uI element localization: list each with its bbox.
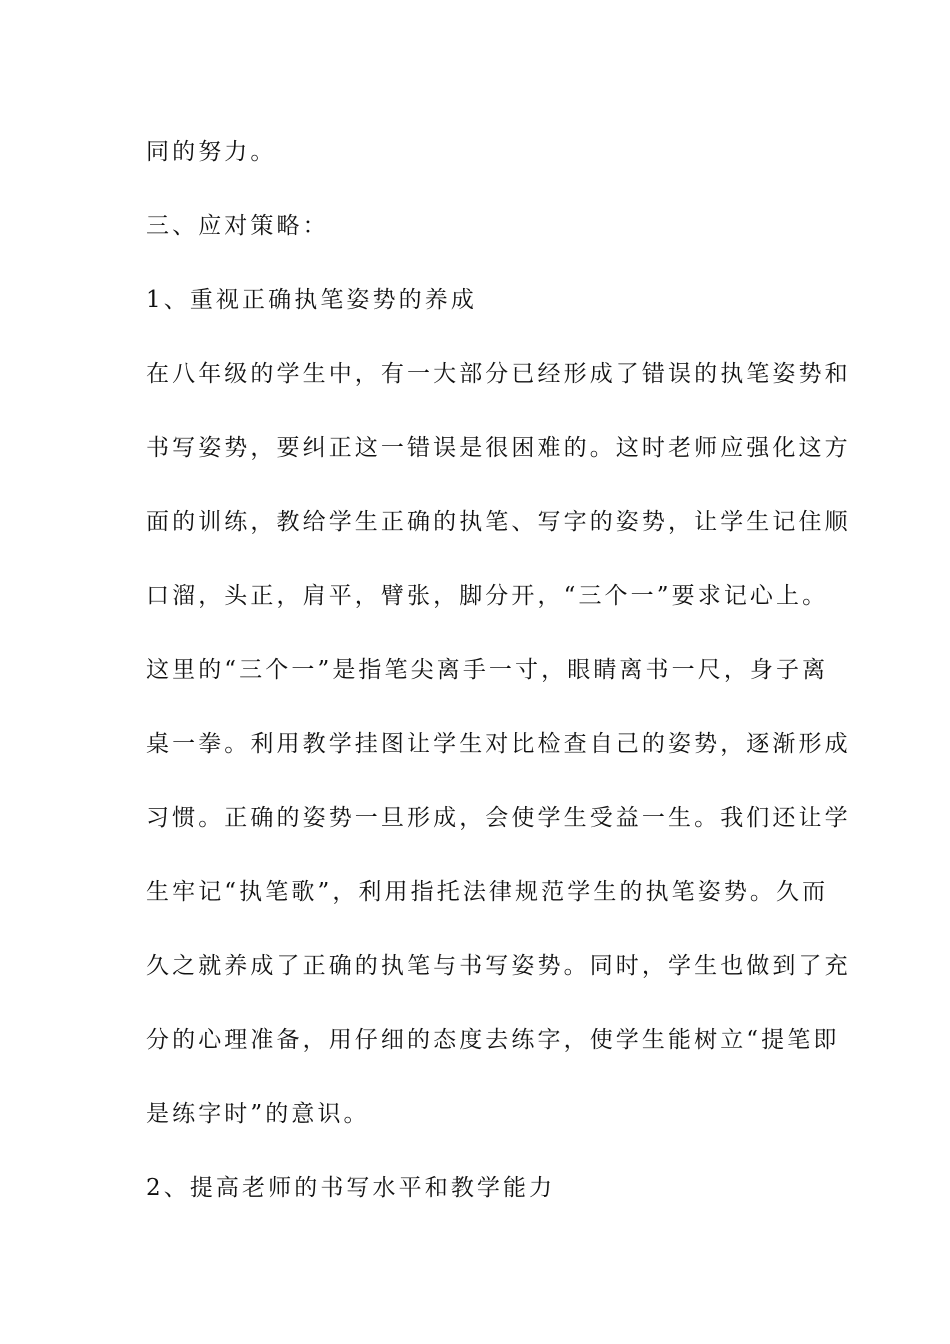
subsection-heading: 1、重视正确执笔姿势的养成	[146, 287, 477, 313]
text-line: 这里的“三个一”是指笔尖离手一寸，眼睛离书一尺，身子离	[146, 657, 829, 683]
text-line: 久之就养成了正确的执笔与书写姿势。同时，学生也做到了充	[146, 953, 851, 979]
text-line: 桌一拳。利用教学挂图让学生对比检查自己的姿势，逐渐形成	[146, 731, 851, 757]
text-line: 面的训练，教给学生正确的执笔、写字的姿势，让学生记住顺	[146, 509, 851, 535]
text-line: 是练字时”的意识。	[146, 1101, 370, 1127]
text-line: 书写姿势，要纠正这一错误是很困难的。这时老师应强化这方	[146, 435, 851, 461]
subsection-heading: 2、提高老师的书写水平和教学能力	[146, 1175, 556, 1201]
section-heading: 三、应对策略：	[146, 213, 329, 239]
text-line: 分的心理准备，用仔细的态度去练字，使学生能树立“提笔即	[146, 1027, 840, 1053]
text-line: 习惯。正确的姿势一旦形成，会使学生受益一生。我们还让学	[146, 805, 851, 831]
body-text	[146, 128, 851, 1238]
text-line: 同的努力。	[146, 139, 277, 165]
text-line: 在八年级的学生中，有一大部分已经形成了错误的执笔姿势和	[146, 361, 851, 387]
text-line: 生牢记“执笔歌”，利用指托法律规范学生的执笔姿势。久而	[146, 879, 829, 905]
text-line: 口溜，头正，肩平，臂张，脚分开，“三个一”要求记心上。	[146, 583, 829, 609]
